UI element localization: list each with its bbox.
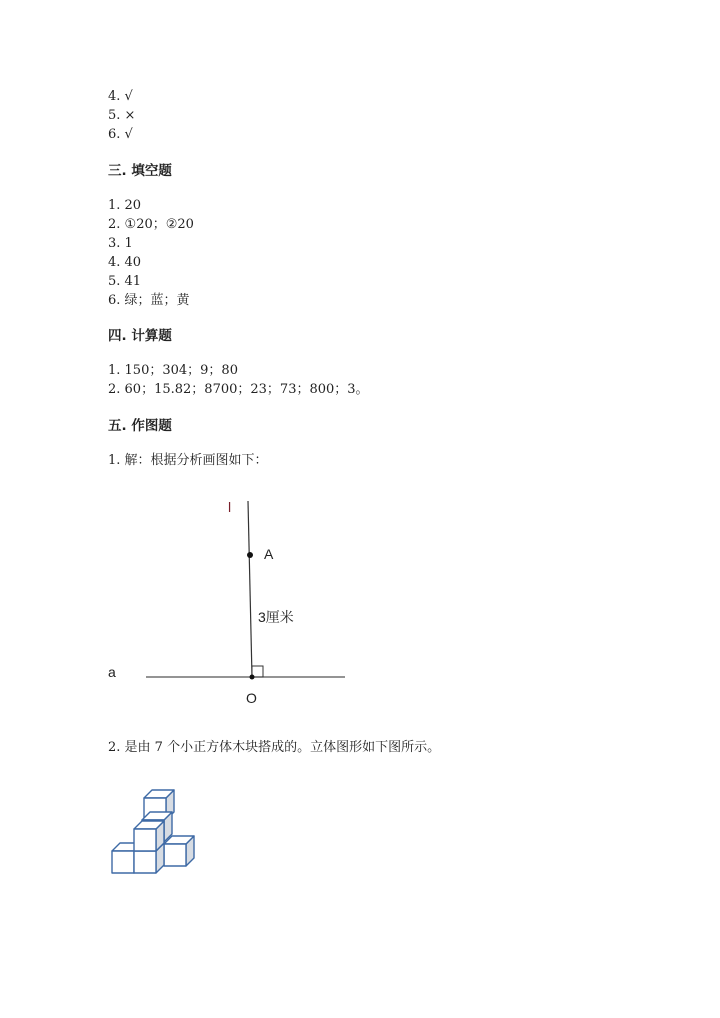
cube-stack: [112, 790, 194, 873]
label-distance: 3厘米: [258, 609, 294, 625]
answer-line: 4. √: [108, 89, 133, 104]
label-a-line: a: [108, 664, 116, 680]
answer-line: 5. ×: [108, 108, 136, 123]
cube-face: [164, 844, 186, 866]
cube-figure: [108, 785, 208, 885]
answer-line: 6. 绿；蓝；黄: [108, 293, 190, 308]
answer-line: 1. 20: [108, 198, 142, 213]
section-title: 五. 作图题: [108, 418, 172, 434]
cube-face: [112, 851, 134, 873]
label-l: l: [228, 499, 232, 515]
answer-line: 1. 150；304；9；80: [108, 363, 238, 378]
answer-line: 2. ①20；②20: [108, 217, 194, 232]
cube-face: [134, 829, 156, 851]
cube-face: [134, 851, 156, 873]
answer-line: 2. 是由 7 个小正方体木块搭成的。立体图形如下图所示。: [108, 740, 441, 755]
label-a-point: A: [264, 546, 274, 562]
answer-line: 4. 40: [108, 255, 142, 270]
point-o-dot: [250, 675, 255, 680]
answer-line: 2. 60；15.82；8700；23；73；800；3。: [108, 382, 369, 397]
perpendicular-figure: [100, 495, 360, 715]
answer-line: 3. 1: [108, 236, 133, 251]
section-title: 三. 填空题: [108, 163, 172, 179]
label-o: O: [246, 690, 257, 706]
answer-line: 6. √: [108, 127, 133, 142]
perpendicular-line-l: [248, 501, 252, 677]
answer-line: 1. 解：根据分析画图如下：: [108, 453, 268, 468]
section-title: 四. 计算题: [108, 328, 172, 344]
point-a-dot: [247, 552, 253, 558]
answer-line: 5. 41: [108, 274, 142, 289]
